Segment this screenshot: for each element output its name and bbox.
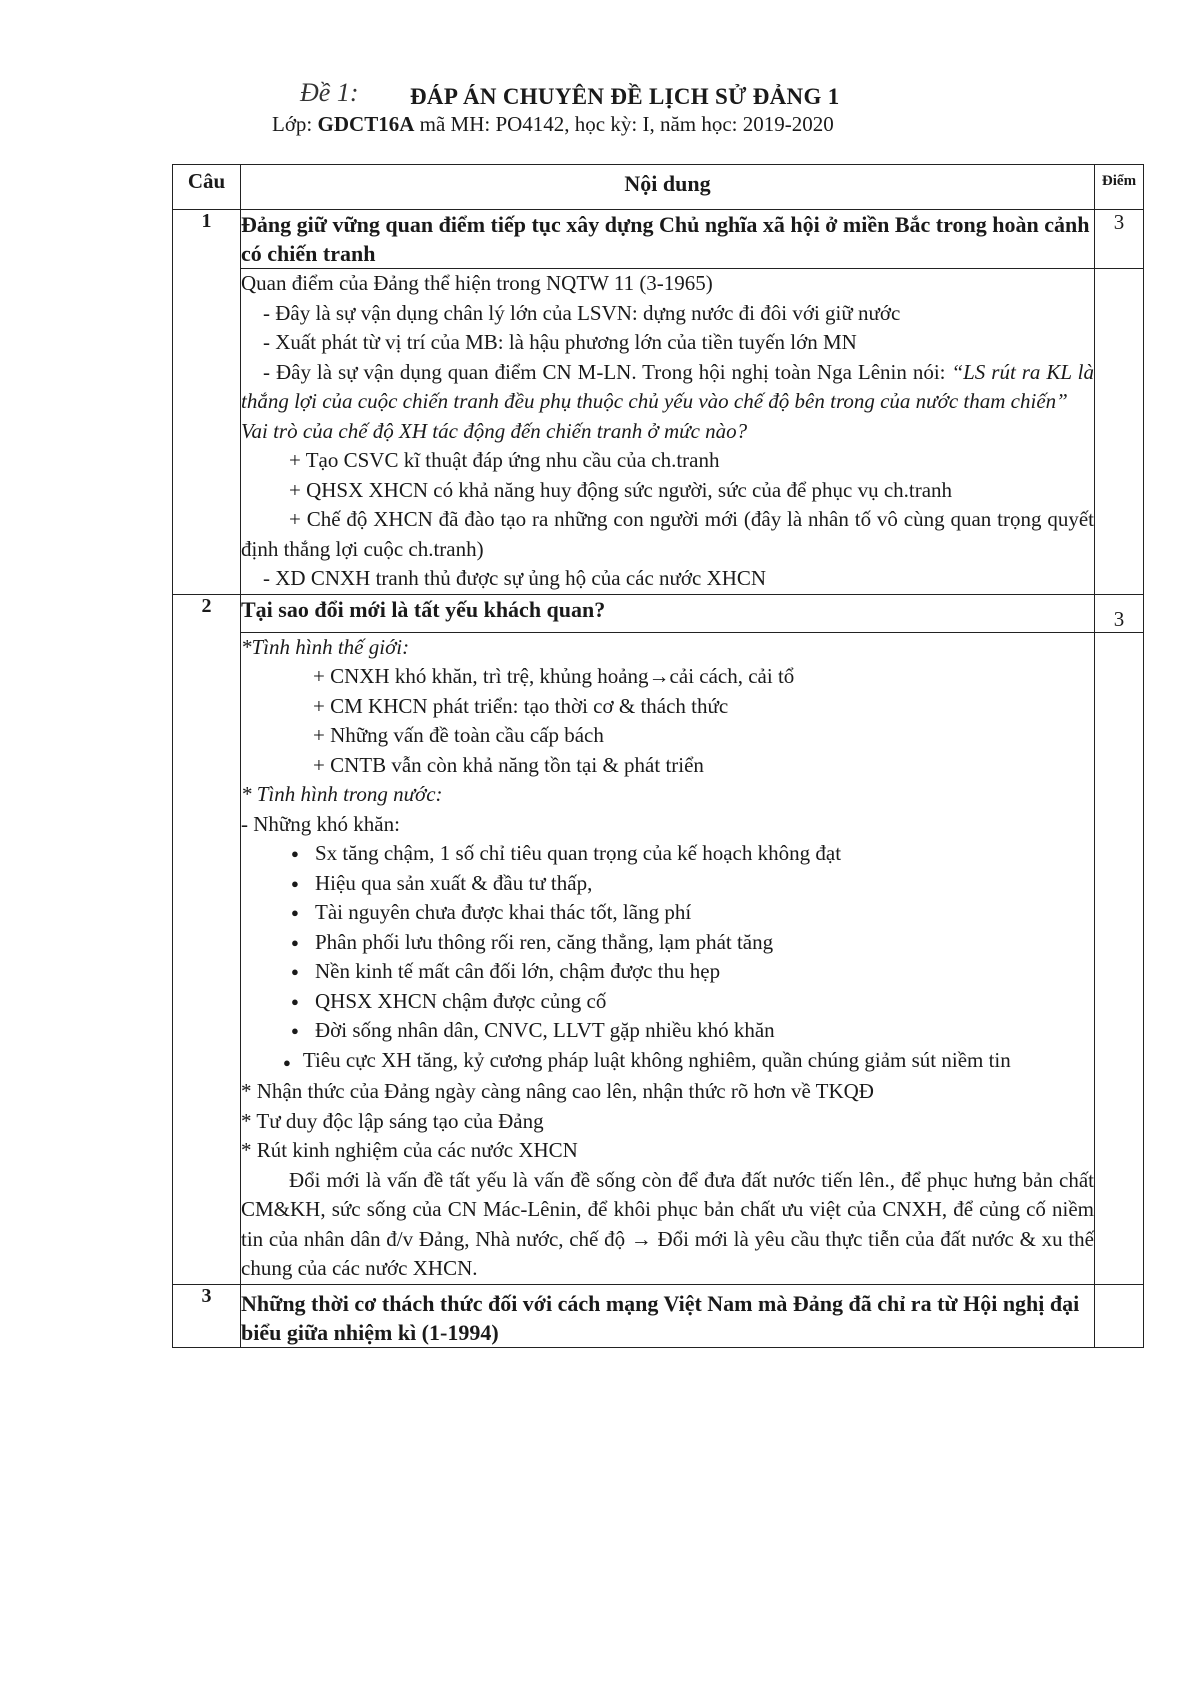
question-3-row bbox=[173, 1284, 1144, 1347]
table-header-row bbox=[173, 165, 1144, 210]
empty-score-cell bbox=[1095, 1284, 1144, 1347]
answer-line bbox=[241, 358, 1094, 417]
answer-line bbox=[241, 476, 1094, 506]
header-noi-dung: Nội dung bbox=[241, 165, 1095, 210]
answer-line: * Tư duy độc lập sáng tạo của Đảng bbox=[241, 1108, 544, 1133]
header-cau: Câu bbox=[173, 165, 241, 210]
empty-score-cell bbox=[1095, 632, 1144, 1284]
class-label: Lớp: bbox=[272, 112, 318, 136]
answer-table bbox=[172, 164, 1144, 1348]
answer-text: + Chế độ XHCN đã đào tạo ra những con người mới (đây là nhân tố vô cùng quan trọng quyết định thắng lợi cuộc ch.tranh) bbox=[241, 507, 1094, 561]
world-item: + CNTB vẫn còn khả năng tồn tại & phát triển bbox=[313, 752, 704, 777]
answer-line bbox=[241, 505, 1094, 564]
conclusion-paragraph: Đổi mới là vấn đề tất yếu là vấn đề sống còn để đưa đất nước tiến lên., để phục hưng bản chất CM&KH, sức sống của CN Mác-Lênin, để khôi phục bản chất ưu việt của CNXH, để củng cố niềm tin của nhân dân đ/v Đảng, Nhà nước, chế độ → Đổi mới là yêu cầu thực tiễn của đất nước & xu thế chung của các nước XHCN. bbox=[241, 1167, 1094, 1280]
question-1-row bbox=[173, 210, 1144, 269]
difficulties-title: - Những khó khăn: bbox=[241, 811, 400, 836]
question-1-answer-row bbox=[173, 269, 1144, 595]
answer-line: + Tạo CSVC kĩ thuật đáp ứng nhu cầu của ch.tranh bbox=[289, 448, 720, 472]
empty-score-cell bbox=[1095, 269, 1144, 595]
difficulties-list bbox=[241, 839, 1094, 1046]
question-2-row bbox=[173, 594, 1144, 632]
difficulty-item: ● Nền kinh tế mất cân đối lớn, chậm được thu hẹp bbox=[291, 957, 1094, 987]
domestic-situation-title: * Tình hình trong nước: bbox=[241, 782, 443, 806]
course-info: mã MH: PO4142, học kỳ: I, năm học: 2019-2020 bbox=[414, 112, 834, 136]
header-diem: Điểm bbox=[1095, 165, 1144, 210]
difficulty-item: ● Phân phối lưu thông rối ren, căng thẳng, lạm phát tăng bbox=[291, 928, 1094, 958]
answer-line: - Xuất phát từ vị trí của MB: là hậu phương lớn của tiền tuyến lớn MN bbox=[263, 330, 857, 354]
world-item: + CNXH khó khăn, trì trệ, khủng hoảng→cải cách, cải tổ bbox=[313, 664, 795, 688]
question-2-answer bbox=[241, 632, 1095, 1284]
answer-line: * Nhận thức của Đảng ngày càng nâng cao lên, nhận thức rõ hơn về TKQĐ bbox=[241, 1079, 874, 1103]
difficulty-item: ● Sx tăng chậm, 1 số chỉ tiêu quan trọng của kế hoạch không đạt bbox=[291, 839, 1094, 869]
answer-line: - Đây là sự vận dụng chân lý lớn của LSVN: dựng nước đi đôi với giữ nước bbox=[263, 300, 901, 325]
class-info bbox=[272, 112, 834, 137]
world-item: + Những vấn đề toàn cầu cấp bách bbox=[313, 723, 604, 747]
answer-text: + QHSX XHCN có khả năng huy động sức người, sức của để phục vụ ch.tranh bbox=[289, 477, 953, 502]
answer-line: Quan điểm của Đảng thể hiện trong NQTW 11 (3-1965) bbox=[241, 271, 713, 295]
difficulty-item: ● QHSX XHCN chậm được củng cố bbox=[291, 987, 1094, 1017]
handwritten-exam-label: Đề 1: bbox=[300, 78, 359, 107]
question-1-number: 1 bbox=[173, 210, 241, 595]
page-title: ĐÁP ÁN CHUYÊN ĐỀ LỊCH SỬ ĐẢNG 1 bbox=[410, 84, 840, 109]
question-2-answer-row bbox=[173, 632, 1144, 1284]
world-item: + CM KHCN phát triển: tạo thời cơ & thách thức bbox=[313, 693, 729, 718]
answer-line: - XD CNXH tranh thủ được sự ủng hộ của các nước XHCN bbox=[263, 566, 767, 590]
answer-line: Vai trò của chế độ XH tác động đến chiến tranh ở mức nào? bbox=[241, 418, 748, 443]
class-code: GDCT16A bbox=[317, 112, 415, 136]
question-1-title: Đảng giữ vững quan điểm tiếp tục xây dựng Chủ nghĩa xã hội ở miền Bắc trong hoàn cảnh có chiến tranh bbox=[241, 210, 1095, 269]
difficulty-item-wrapped: ● Tiêu cực XH tăng, kỷ cương pháp luật không nghiêm, quần chúng giảm sút niềm tin bbox=[241, 1046, 1094, 1078]
difficulty-item: ● Tài nguyên chưa được khai thác tốt, lãng phí bbox=[291, 898, 1094, 928]
question-1-answer bbox=[241, 269, 1095, 595]
question-2-number: 2 bbox=[173, 594, 241, 1284]
question-3-title: Những thời cơ thách thức đối với cách mạng Việt Nam mà Đảng đã chỉ ra từ Hội nghị đại biểu giữa nhiệm kì (1-1994) bbox=[241, 1284, 1095, 1347]
difficulty-item: ● Đời sống nhân dân, CNVC, LLVT gặp nhiều khó khăn bbox=[291, 1016, 1094, 1046]
question-2-score: 3 bbox=[1095, 594, 1144, 632]
answer-line: * Rút kinh nghiệm của các nước XHCN bbox=[241, 1138, 578, 1162]
lenin-quote: “LS rút ra KL là thắng lợi của cuộc chiến tranh đều phụ thuộc chủ yếu vào chế độ bên trong của nước tham chiến” bbox=[241, 359, 1094, 413]
difficulty-item: ● Hiệu qua sản xuất & đầu tư thấp, bbox=[291, 869, 1094, 899]
question-2-title: Tại sao đổi mới là tất yếu khách quan? bbox=[241, 594, 1095, 632]
question-3-number: 3 bbox=[173, 1284, 241, 1347]
question-1-score: 3 bbox=[1095, 210, 1144, 269]
world-situation-title: *Tình hình thế giới: bbox=[241, 634, 410, 659]
answer-text: - Đây là sự vận dụng quan điểm CN M-LN. Trong hội nghị toàn Nga Lênin nói: bbox=[263, 359, 952, 384]
